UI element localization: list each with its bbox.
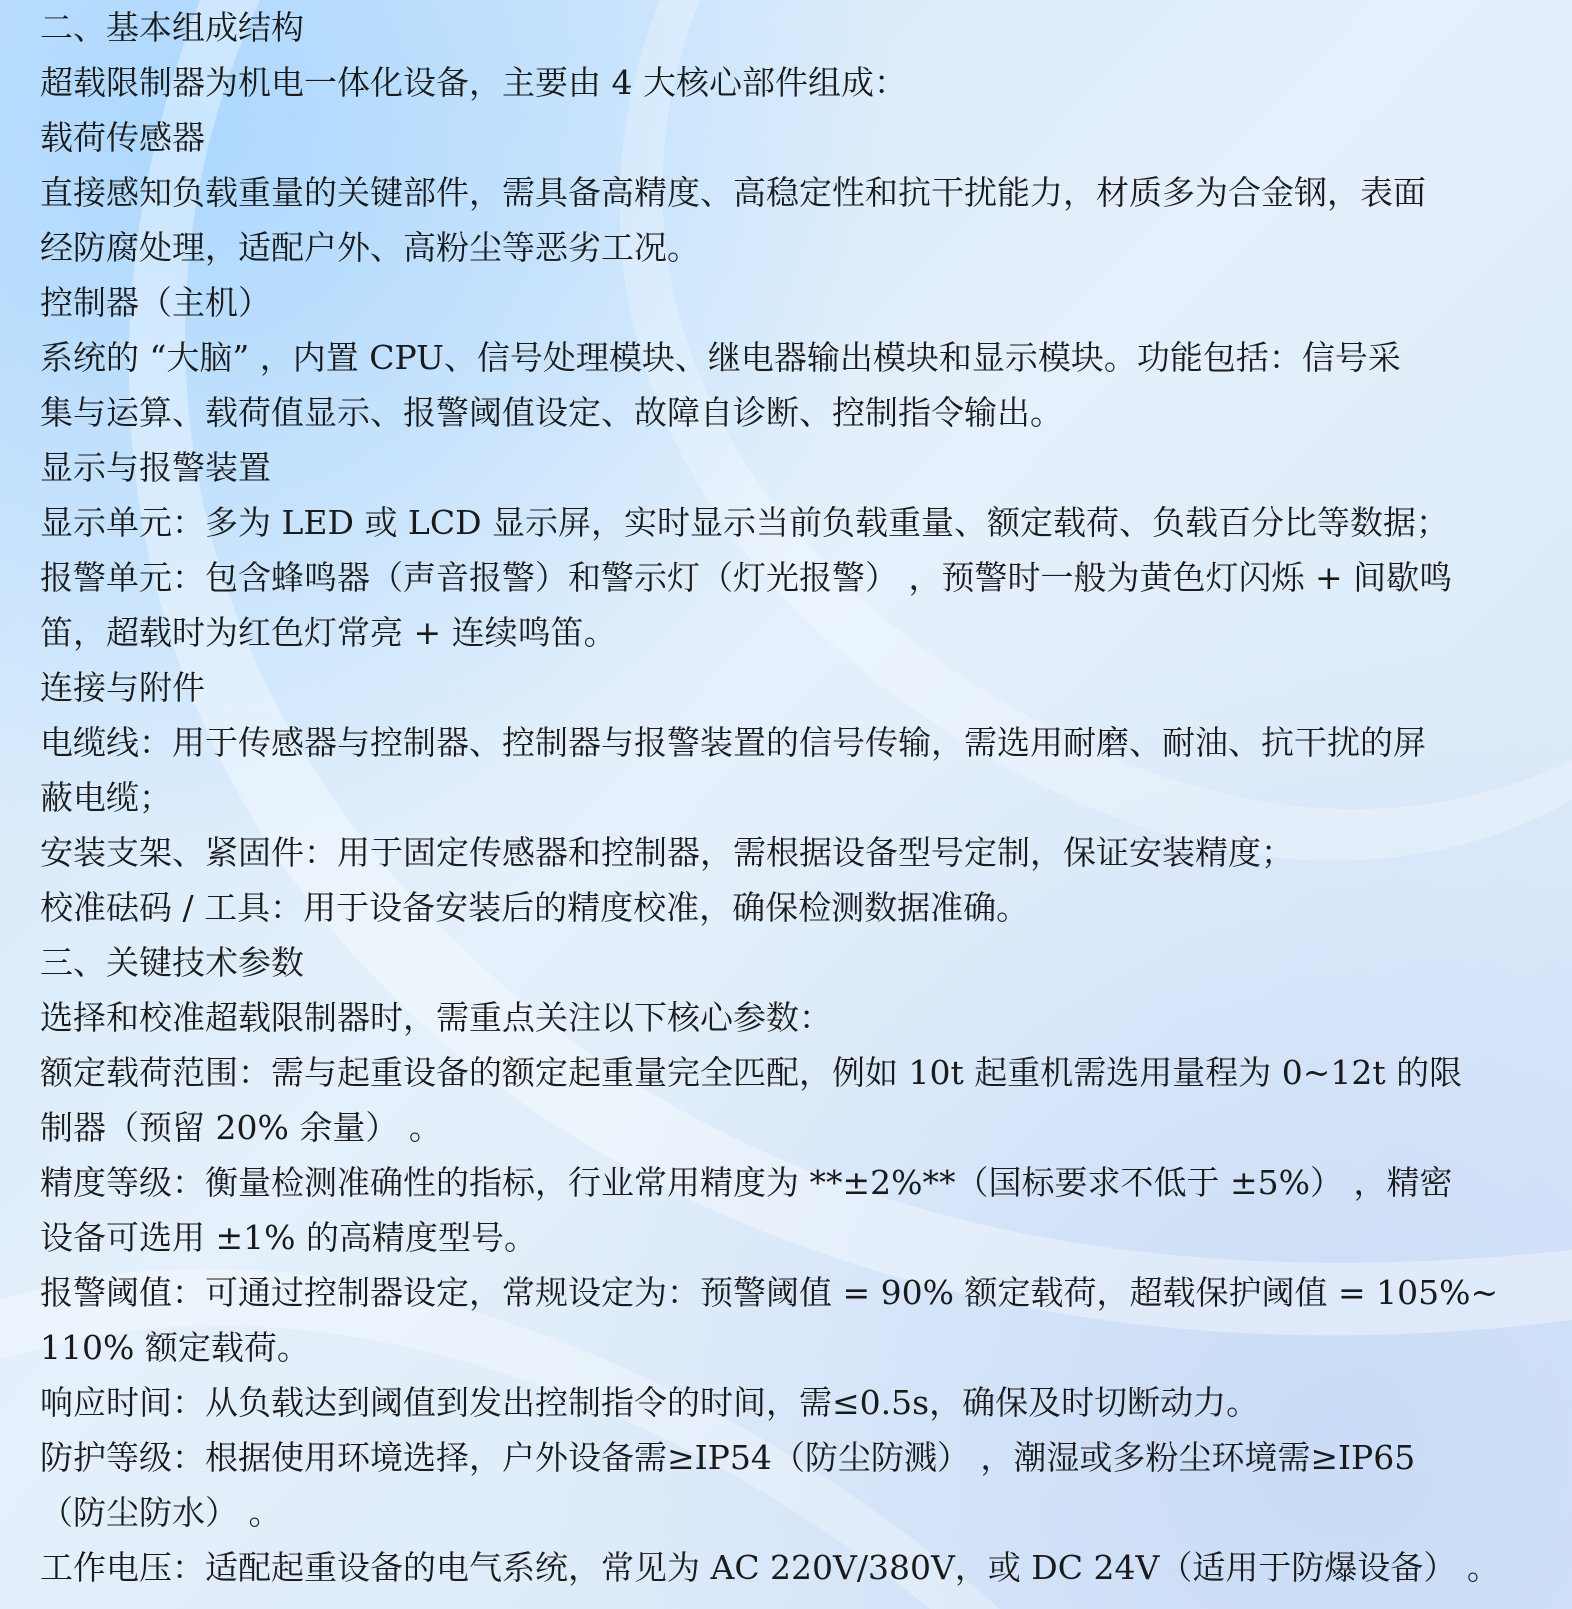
paragraph-line: 110% 额定载荷。 (40, 1328, 310, 1367)
paragraph-line: 经防腐处理，适配户外、高粉尘等恶劣工况。 (40, 228, 700, 267)
paragraph-line: 报警阈值：可通过控制器设定，常规设定为：预警阈值 = 90% 额定载荷，超载保护阈值 = 105%~ (40, 1273, 1499, 1312)
paragraph-line: 工作电压：适配起重设备的电气系统，常见为 AC 220V/380V，或 DC 24V（适用于防爆设备） 。 (40, 1548, 1500, 1587)
subheading: 连接与附件 (40, 668, 205, 707)
paragraph-line: 显示单元：多为 LED 或 LCD 显示屏，实时显示当前负载重量、额定载荷、负载百分比等数据； (40, 503, 1450, 542)
subheading: 控制器（主机） (40, 283, 271, 322)
subheading: 载荷传感器 (40, 118, 205, 157)
section-heading: 三、关键技术参数 (40, 943, 304, 982)
document-body (40, 0, 1562, 1595)
paragraph-line: 蔽电缆； (40, 778, 172, 817)
paragraph-line: 设备可选用 ±1% 的高精度型号。 (40, 1218, 537, 1257)
paragraph-line: 制器（预留 20% 余量） 。 (40, 1108, 442, 1147)
paragraph-line: 笛，超载时为红色灯常亮 + 连续鸣笛。 (40, 613, 617, 652)
paragraph-line: 校准砝码 / 工具：用于设备安装后的精度校准，确保检测数据准确。 (40, 888, 1030, 927)
paragraph-line: 直接感知负载重量的关键部件，需具备高精度、高稳定性和抗干扰能力，材质多为合金钢，表面 (40, 173, 1426, 212)
paragraph-line: 集与运算、载荷值显示、报警阈值设定、故障自诊断、控制指令输出。 (40, 393, 1063, 432)
paragraph-line: 超载限制器为机电一体化设备，主要由 4 大核心部件组成： (40, 63, 907, 102)
paragraph-line: 额定载荷范围：需与起重设备的额定起重量完全匹配，例如 10t 起重机需选用量程为 0~12t 的限 (40, 1053, 1463, 1092)
paragraph-line: 报警单元：包含蜂鸣器（声音报警）和警示灯（灯光报警） ，预警时一般为黄色灯闪烁 + 间歇鸣 (40, 558, 1453, 597)
paragraph-line: 系统的 “大脑” ，内置 CPU、信号处理模块、继电器输出模块和显示模块。功能包括：信号采 (40, 338, 1401, 377)
paragraph-line: 电缆线：用于传感器与控制器、控制器与报警装置的信号传输，需选用耐磨、耐油、抗干扰的屏 (40, 723, 1426, 762)
paragraph-line: （防尘防水） 。 (40, 1493, 282, 1532)
paragraph-line: 选择和校准超载限制器时，需重点关注以下核心参数： (40, 998, 832, 1037)
section-heading: 二、基本组成结构 (40, 8, 304, 47)
paragraph-line: 防护等级：根据使用环境选择，户外设备需≥IP54（防尘防溅） ，潮湿或多粉尘环境需≥IP65 (40, 1438, 1416, 1477)
paragraph-line: 安装支架、紧固件：用于固定传感器和控制器，需根据设备型号定制，保证安装精度； (40, 833, 1294, 872)
subheading: 显示与报警装置 (40, 448, 271, 487)
paragraph-line: 响应时间：从负载达到阈值到发出控制指令的时间，需≤0.5s，确保及时切断动力。 (40, 1383, 1260, 1422)
paragraph-line: 精度等级：衡量检测准确性的指标，行业常用精度为 **±2%**（国标要求不低于 ±5%） ，精密 (40, 1163, 1453, 1202)
